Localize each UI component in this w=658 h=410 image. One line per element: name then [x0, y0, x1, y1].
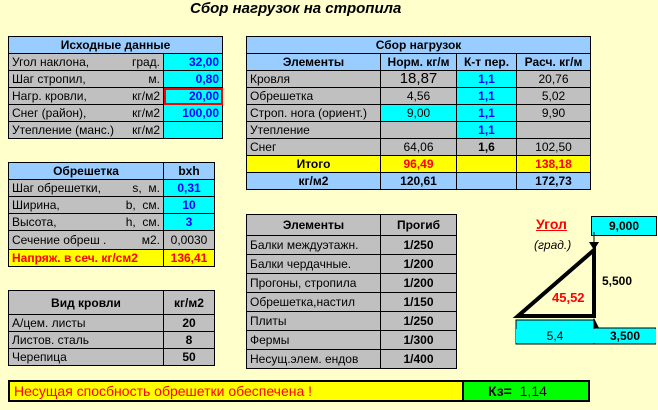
safety-factor [464, 382, 588, 400]
deflection-col-value: Прогиб [381, 215, 457, 236]
status-message: Несущая спосбность обрешетки обеспечена ! [10, 382, 464, 400]
loads-table [246, 36, 591, 190]
roof-type-unit: кг/м2 [164, 291, 215, 315]
batten-width-input[interactable]: 10 [164, 197, 215, 214]
height-value: 5,500 [601, 274, 633, 288]
roof-type-header: Вид кровли [9, 291, 164, 315]
roof-type-label: Листов. сталь [9, 332, 164, 349]
roof-type-table [8, 290, 215, 366]
load-calc: 5,02 [517, 88, 591, 105]
deflection-table [246, 214, 457, 369]
deflection-name: Балки чердачные. [247, 255, 381, 274]
input-table [8, 36, 223, 139]
load-calc: 9,90 [517, 105, 591, 122]
safety-factor-value: 1,14 [519, 383, 547, 399]
load-calc: 102,50 [517, 139, 591, 156]
roof-type-value: 50 [164, 349, 215, 366]
obreshetka-header: Обрешетка [9, 163, 164, 180]
deflection-value: 1/250 [381, 312, 457, 331]
load-norm: 18,87 [381, 71, 457, 88]
loads-header: Сбор нагрузок [247, 37, 591, 54]
deflection-name: Обрешетка,настил [247, 293, 381, 312]
obreshetka-row-label: Ширина, b, см. [9, 197, 164, 214]
load-k-input[interactable]: 1,1 [457, 88, 517, 105]
total-k [457, 156, 517, 173]
insulation-input[interactable] [164, 122, 223, 139]
angle-input[interactable]: 32,00 [164, 54, 223, 71]
deflection-name: Плиты [247, 312, 381, 331]
load-k: 1,6 [457, 139, 517, 156]
obreshetka-header-value: bxh [164, 163, 215, 180]
stress-label: Напряж. в сеч. кг/см2 [9, 250, 164, 267]
deflection-value: 1/250 [381, 236, 457, 255]
input-row-label: Снег (район), кг/м2 [9, 105, 164, 122]
loads-col-calc: Расч. кг/м [517, 54, 591, 71]
roof-load-input[interactable]: 20,00 [164, 88, 223, 105]
top-value: 9,000 [591, 216, 657, 236]
load-norm [381, 122, 457, 139]
angle-label: Угол [536, 216, 567, 232]
roof-type-label: А/цем. листы [9, 315, 164, 332]
angle-value: 45,52 [552, 290, 585, 305]
input-row-label: Шаг стропил, м. [9, 71, 164, 88]
deflection-value: 1/200 [381, 274, 457, 293]
load-k-input[interactable]: 1,1 [457, 105, 517, 122]
deflection-value: 1/300 [381, 331, 457, 350]
load-norm-input[interactable]: 9,00 [381, 105, 457, 122]
load-k-input[interactable]: 1,1 [457, 122, 517, 139]
status-bar [8, 380, 590, 402]
unit-label: кг/м2 [247, 173, 381, 190]
load-name: Кровля [247, 71, 381, 88]
load-norm: 4,56 [381, 88, 457, 105]
safety-factor-label: Кз= [488, 383, 512, 399]
input-header: Исходные данные [9, 37, 223, 54]
input-row-label: Угол наклона, град. [9, 54, 164, 71]
batten-height-input[interactable]: 3 [164, 214, 215, 231]
unit-norm: 120,61 [381, 173, 457, 190]
section-value: 0,0030 [164, 231, 215, 250]
section-label: Сечение обреш . м2. [9, 231, 164, 250]
input-row-label: Утепление (манс.) кг/м2 [9, 122, 164, 139]
total-calc: 138,18 [517, 156, 591, 173]
roof-type-value: 8 [164, 332, 215, 349]
angle-unit: (град.) [534, 238, 572, 252]
unit-calc: 172,73 [517, 173, 591, 190]
load-calc [517, 122, 591, 139]
batten-step-input[interactable]: 0,31 [164, 180, 215, 197]
input-row-label: Нагр. кровли, кг/м2 [9, 88, 164, 105]
roof-type-label: Черепица [9, 349, 164, 366]
stress-value: 136,41 [164, 250, 215, 267]
deflection-name: Балки междуэтажн. [247, 236, 381, 255]
roof-diagram [500, 210, 656, 360]
deflection-col-elements: Элементы [247, 215, 381, 236]
loads-col-k: К-т пер. [457, 54, 517, 71]
page-title: Сбор нагрузок на стропила [190, 0, 402, 17]
deflection-name: Прогоны, стропила [247, 274, 381, 293]
total-label: Итого [247, 156, 381, 173]
total-norm: 96,49 [381, 156, 457, 173]
snow-input[interactable]: 100,00 [164, 105, 223, 122]
base-right-value: 3,500 [594, 329, 656, 343]
deflection-value: 1/400 [381, 350, 457, 369]
deflection-name: Несущ.элем. ендов [247, 350, 381, 369]
load-name: Снег [247, 139, 381, 156]
load-k-input[interactable]: 1,1 [457, 71, 517, 88]
obreshetka-row-label: Шаг обрешетки, s, м. [9, 180, 164, 197]
base-left-value: 5,4 [516, 329, 594, 343]
rafter-step-input[interactable]: 0,80 [164, 71, 223, 88]
deflection-name: Фермы [247, 331, 381, 350]
load-name: Строп. нога (ориент.) [247, 105, 381, 122]
obreshetka-table [8, 162, 215, 267]
deflection-value: 1/150 [381, 293, 457, 312]
load-name: Обрешетка [247, 88, 381, 105]
loads-col-elements: Элементы [247, 54, 381, 71]
obreshetka-row-label: Высота, h, см. [9, 214, 164, 231]
load-norm: 64,06 [381, 139, 457, 156]
loads-col-norm: Норм. кг/м [381, 54, 457, 71]
unit-k [457, 173, 517, 190]
load-name: Утепление [247, 122, 381, 139]
roof-type-value: 20 [164, 315, 215, 332]
load-calc: 20,76 [517, 71, 591, 88]
deflection-value: 1/200 [381, 255, 457, 274]
